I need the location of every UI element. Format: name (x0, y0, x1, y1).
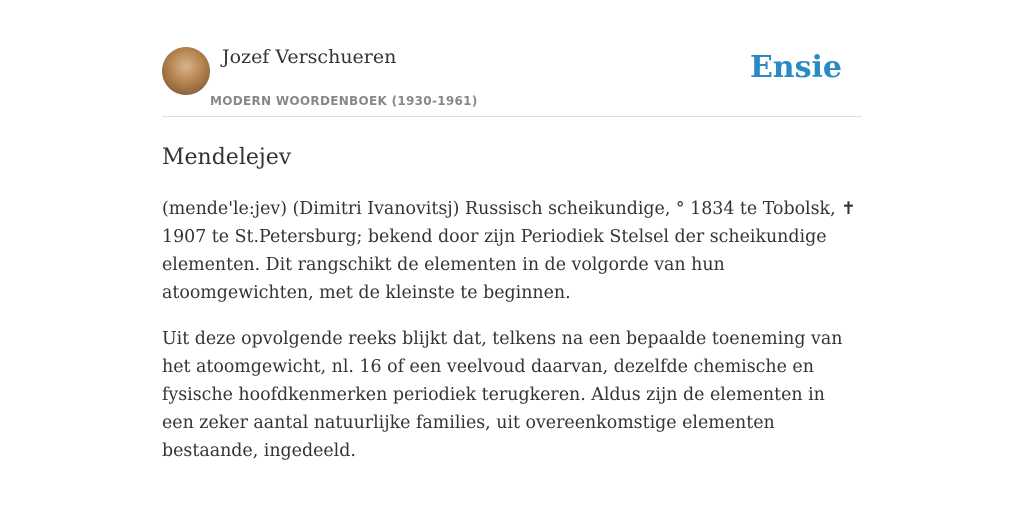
page-container (162, 0, 862, 465)
entry-title: Mendelejev (162, 145, 292, 170)
entry-header (162, 0, 862, 117)
source-label[interactable]: MODERN WOORDENBOEK (1930-1961) (210, 94, 478, 108)
author-avatar[interactable] (162, 47, 210, 95)
entry-paragraph-2: Uit deze opvolgende reeks blijkt dat, telkens na een bepaalde toeneming van het atoomgewicht, nl. 16 of een veelvoud daarvan, dezelfde chemische en fysische hoofdkenmerken periodiek terugkeren. Aldus zijn de elementen in een zeker aantal natuurlijke families, uit overeenkomstige elementen bestaande, ingedeeld. (162, 329, 843, 461)
author-name[interactable]: Jozef Verschueren (222, 46, 397, 68)
entry-paragraph-1: (mende'le:jev) (Dimitri Ivanovitsj) Russisch scheikundige, ° 1834 te Tobolsk, ✝ 1907 te St.Petersburg; bekend door zijn Periodiek Stelsel der scheikundige elementen. Dit rangschikt de elementen in de volgorde van hun atoomgewichten, met de kleinste te beginnen. (162, 199, 856, 303)
ensie-logo-link[interactable]: Ensie (749, 50, 842, 85)
